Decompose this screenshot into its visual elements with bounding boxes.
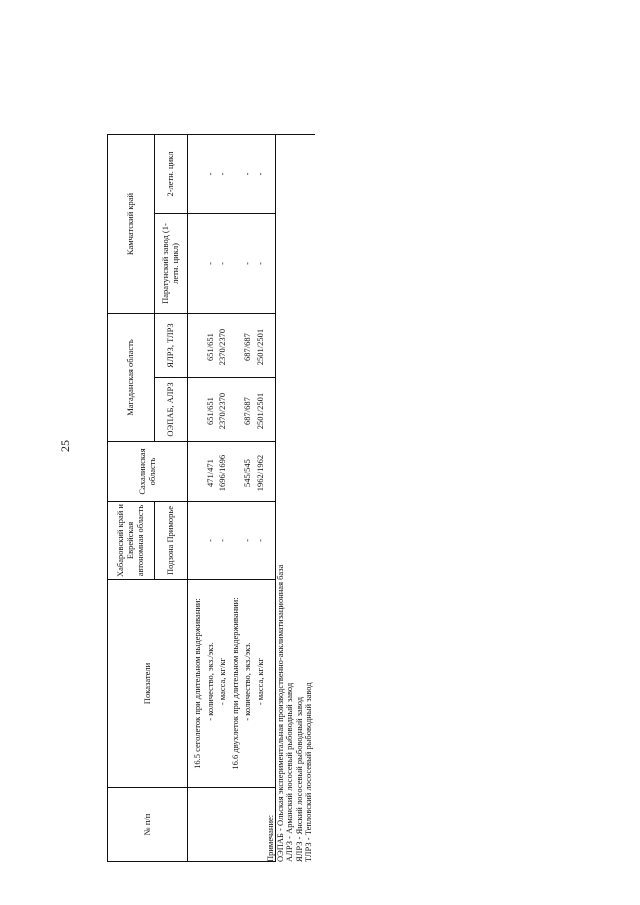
table-cell <box>191 316 204 375</box>
indicator-column <box>188 580 276 788</box>
section-heading: 16.5 сеголеток при длительном выдерживании: <box>192 598 202 769</box>
table-cell: 2501/2501 <box>254 328 265 366</box>
table-cell: - <box>242 172 252 176</box>
table-cell: - <box>217 172 227 176</box>
header-magadan-sub2: ЯЛРЗ, ТЛРЗ <box>155 314 188 378</box>
table-cell <box>229 316 242 375</box>
table-cell <box>191 444 204 499</box>
notes-block <box>266 135 314 862</box>
magadan-oepab-column <box>188 378 276 442</box>
table-cell: 651/651 <box>204 397 215 425</box>
table-cell: - <box>242 262 252 265</box>
table-cell: 687/687 <box>242 397 252 425</box>
header-kamchatka: Камчатский край <box>108 135 155 314</box>
header-no: № п/п <box>108 788 188 862</box>
table-cell <box>191 504 204 577</box>
indicator-label: - количество, экз./экз. <box>242 642 252 721</box>
table-cell: - <box>204 172 215 176</box>
khabarovsk-column <box>188 502 276 580</box>
rotated-table-sheet <box>107 87 327 862</box>
table-cell: - <box>217 539 227 542</box>
table-cell <box>229 504 242 577</box>
kamchatka-2year-column <box>188 135 276 214</box>
page-number: 25 <box>58 440 72 452</box>
header-khabarovsk: Хабаровский край и Еврейская автономная область <box>108 502 155 580</box>
header-magadan-sub1: ОЭПАБ, АЛРЗ <box>155 378 188 442</box>
table-cell: 651/651 <box>204 333 215 361</box>
table-cell: 2370/2370 <box>217 392 227 430</box>
header-kamchatka-sub2: 2-летн. цикл <box>155 135 188 214</box>
section-heading: 16.6 двухлеток при длительном выдерживании: <box>229 597 240 770</box>
table-cell: 1962/1962 <box>254 454 265 492</box>
header-magadan: Магаданская область <box>108 314 155 442</box>
table-cell <box>191 216 204 311</box>
table-cell: - <box>254 262 265 265</box>
note-line: АЛРЗ - Арманский лососевый рыбоводный завод <box>284 682 295 862</box>
table-cell: 687/687 <box>242 333 252 361</box>
table-cell <box>229 137 242 211</box>
header-khabarovsk-subzone: Подзона Приморье <box>155 502 188 580</box>
table-cell: - <box>204 539 215 542</box>
table-cell: 2501/2501 <box>254 392 265 430</box>
note-line: ОЭПАБ - Ольская экспериментальная производственно-акклиматизационная база <box>274 564 285 862</box>
sakhalin-column <box>188 442 276 502</box>
table-cell <box>191 380 204 439</box>
table-cell: 2370/2370 <box>217 328 227 366</box>
table-cell: 545/545 <box>242 459 252 487</box>
indicator-label: - количество, экз./экз. <box>204 642 215 721</box>
table-cell <box>229 444 242 499</box>
table-cell <box>229 216 242 311</box>
magadan-yalrz-column <box>188 314 276 378</box>
table-cell: - <box>254 172 265 176</box>
note-line: ЯЛРЗ - Янский лососевый рыбоводный завод <box>293 696 304 862</box>
indicator-label: - масса, кг/кг <box>254 657 265 706</box>
header-kamchatka-sub1: Паратунский завод (1-летн. цикл) <box>155 214 188 314</box>
table-cell: - <box>254 539 265 542</box>
table-cell: - <box>242 539 252 542</box>
header-sakhalin: Сахалинская область <box>108 442 188 502</box>
no-column-cell <box>188 788 276 862</box>
table-cell: 1696/1696 <box>217 454 227 492</box>
table-cell <box>229 380 242 439</box>
table-cell <box>191 137 204 211</box>
header-indicator: Показатели <box>108 580 188 788</box>
data-table <box>107 134 276 862</box>
table-cell: 471/471 <box>204 459 215 487</box>
table-cell: - <box>217 262 227 265</box>
note-line: ТЛРЗ - Тепловский лососевый рыбоводный завод <box>303 682 314 862</box>
table-cell: - <box>204 262 215 265</box>
kamchatka-paratunka-column <box>188 214 276 314</box>
note-line: Примечание: <box>265 814 275 862</box>
indicator-label: - масса, кг/кг <box>217 657 227 706</box>
